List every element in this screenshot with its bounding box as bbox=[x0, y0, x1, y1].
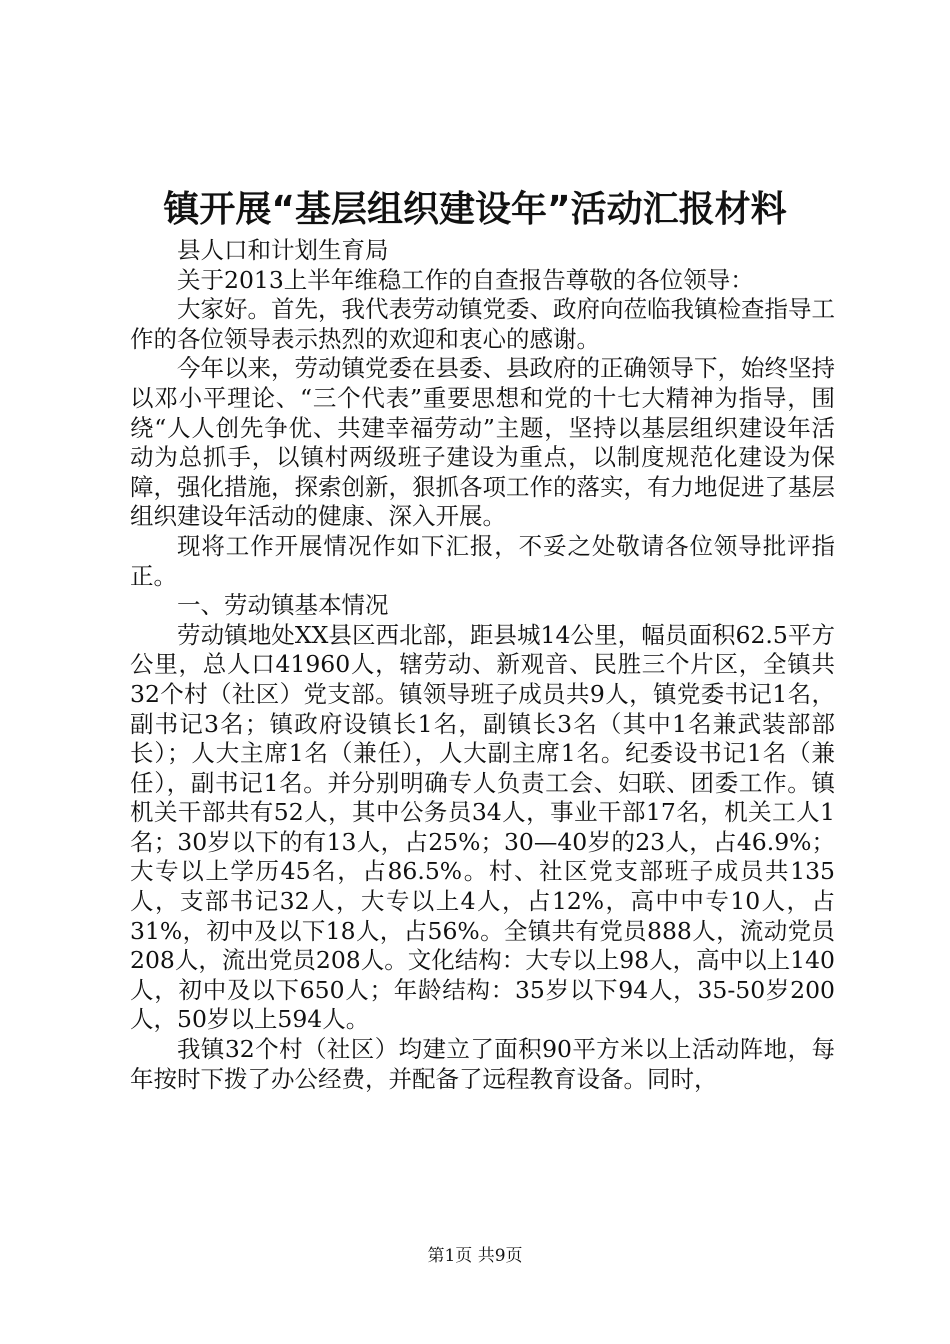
paragraph-subject: 关于2013上半年维稳工作的自查报告尊敬的各位领导： bbox=[177, 265, 754, 294]
page-footer: 第1页 共9页 bbox=[427, 1246, 523, 1266]
paragraph-greeting: 大家好。首先，我代表劳动镇党委、政府向莅临我镇检查指导工作的各位领导表示热烈的欢迎和衷心的感谢。 bbox=[130, 295, 835, 353]
paragraph-organization: 县人口和计划生育局 bbox=[177, 236, 389, 264]
paragraph-basic-info: 劳动镇地处XX县区西北部，距县城14公里，幅员面积62.5平方公里，总人口41960人，辖劳动、新观音、民胜三个片区，全镇共32个村（社区）党支部。镇领导班子成员共9人，镇党委书记1名，副书记3名；镇政府设镇长1名，副镇长3名（其中1名兼武装部部长）；人大主席1名（兼任），人大副主席1名。纪委设书记1名（兼任），副书记1名。并分别明确专人负责工会、妇联、团委工作。镇机关干部共有52人，其中公务员34人，事业干部17名，机关工人1名；30岁以下的有13人，占25%；30—40岁的23人，占46.9%；大专以上学历45名，占86.5%。村、社区党支部班子成员共135人，支部书记32人，大专以上4人，占12%，高中中专10人，占31%，初中及以下18人，占56%。全镇共有党员888人，流动党员208人，流出党员208人。文化结构：大专以上98人，高中以上140人，初中及以下650人；年龄结构：35岁以下94人，35-50岁200人，50岁以上594人。 bbox=[130, 620, 835, 1034]
section-heading-basic-info: 一、劳动镇基本情况 bbox=[177, 591, 389, 620]
paragraph-facilities: 我镇32个村（社区）均建立了面积90平方米以上活动阵地，每年按时下拨了办公经费，并配备了远程教育设备。同时， bbox=[130, 1035, 835, 1093]
document-body bbox=[130, 236, 835, 1094]
paragraph-intro: 现将工作开展情况作如下汇报，不妥之处敬请各位领导批评指正。 bbox=[130, 531, 835, 590]
paragraph-overview: 今年以来，劳动镇党委在县委、县政府的正确领导下，始终坚持以邓小平理论、“三个代表”重要思想和党的十七大精神为指导，围绕“人人创先争优、共建幸福劳动”主题，坚持以基层组织建设年活动为总抓手，以镇村两级班子建设为重点，以制度规范化建设为保障，强化措施，探索创新，狠抓各项工作的落实，有力地促进了基层组织建设年活动的健康、深入开展。 bbox=[130, 354, 835, 531]
document-title: 镇开展“基层组织建设年”活动汇报材料 bbox=[163, 189, 787, 230]
